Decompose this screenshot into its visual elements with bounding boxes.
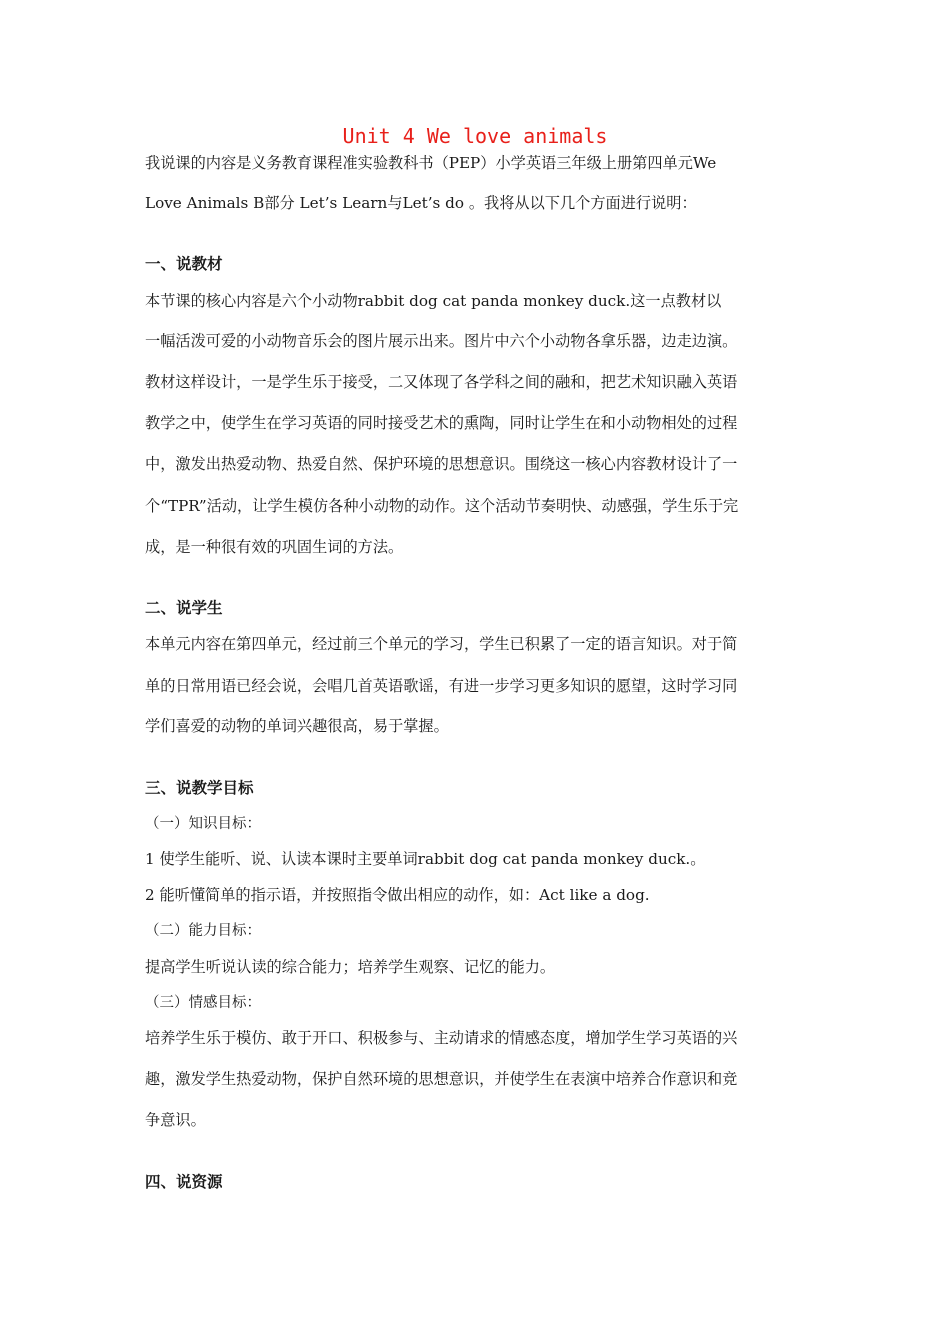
intro-line: Love Animals B部分 Let’s Learn与Let’s do 。我将从以下几个方面进行说明： bbox=[145, 194, 697, 212]
paragraph-line: 中，激发出热爱动物、热爱自然、保护环境的思想意识。围绕这一核心内容教材设计了一 bbox=[145, 455, 738, 473]
paragraph-line: 学们喜爱的动物的单词兴趣很高，易于掌握。 bbox=[145, 717, 449, 735]
list-item: 2 能听懂简单的指示语，并按照指令做出相应的动作，如：Act like a dog. bbox=[145, 886, 650, 904]
section-heading: 四、说资源 bbox=[145, 1173, 223, 1191]
paragraph-line: 提高学生听说认读的综合能力；培养学生观察、记忆的能力。 bbox=[145, 958, 556, 976]
paragraph-line: 个“TPR”活动，让学生模仿各种小动物的动作。这个活动节奏明快、动感强，学生乐于完 bbox=[145, 497, 739, 515]
paragraph-line: 教学之中，使学生在学习英语的同时接受艺术的熏陶，同时让学生在和小动物相处的过程 bbox=[145, 414, 738, 432]
intro-line: 我说课的内容是义务教育课程准实验教科书（PEP）小学英语三年级上册第四单元We bbox=[145, 154, 717, 172]
section-heading: 三、说教学目标 bbox=[145, 779, 254, 797]
paragraph-line: 争意识。 bbox=[145, 1111, 206, 1129]
paragraph-line: 一幅活泼可爱的小动物音乐会的图片展示出来。图片中六个小动物各拿乐器，边走边演。 bbox=[145, 332, 738, 350]
list-item: 1 使学生能听、说、认读本课时主要单词rabbit dog cat panda monkey duck.。 bbox=[145, 850, 706, 868]
section-heading: 二、说学生 bbox=[145, 599, 223, 617]
page-title: Unit 4 We love animals bbox=[342, 124, 608, 148]
subheading: （二）能力目标： bbox=[145, 923, 261, 939]
paragraph-line: 单的日常用语已经会说，会唱几首英语歌谣，有进一步学习更多知识的愿望，这时学习同 bbox=[145, 677, 738, 695]
paragraph-line: 趣，激发学生热爱动物，保护自然环境的思想意识，并使学生在表演中培养合作意识和竞 bbox=[145, 1070, 738, 1088]
paragraph-line: 培养学生乐于模仿、敢于开口、积极参与、主动请求的情感态度，增加学生学习英语的兴 bbox=[145, 1029, 738, 1047]
section-heading: 一、说教材 bbox=[145, 255, 223, 273]
paragraph-line: 本节课的核心内容是六个小动物rabbit dog cat panda monkey duck.这一点教材以 bbox=[145, 292, 722, 310]
paragraph-line: 教材这样设计，一是学生乐于接受，二又体现了各学科之间的融和，把艺术知识融入英语 bbox=[145, 373, 738, 391]
paragraph-line: 本单元内容在第四单元，经过前三个单元的学习，学生已积累了一定的语言知识。对于简 bbox=[145, 635, 738, 653]
subheading: （三）情感目标： bbox=[145, 995, 261, 1011]
subheading: （一）知识目标： bbox=[145, 816, 261, 832]
paragraph-line: 成，是一种很有效的巩固生词的方法。 bbox=[145, 538, 404, 556]
